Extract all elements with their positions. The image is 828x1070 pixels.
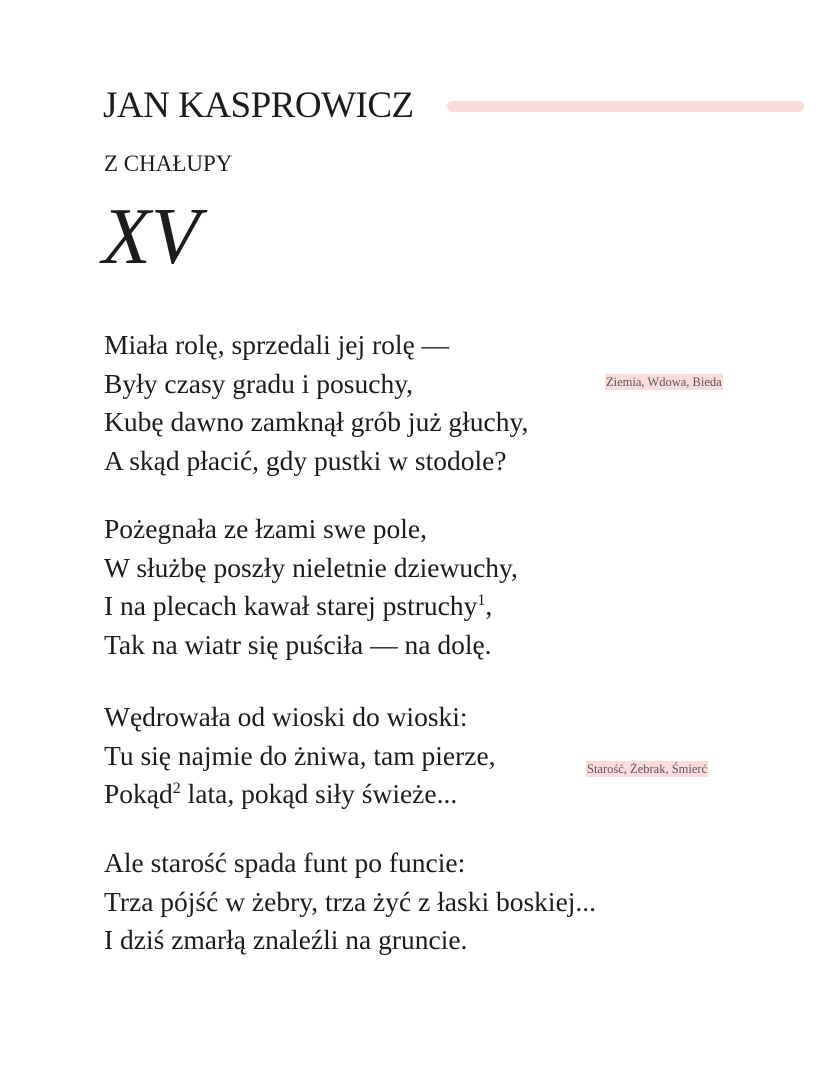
poem-line: Miała rolę, sprzedali jej rolę — (104, 329, 450, 360)
stanza-3 (104, 698, 496, 814)
poem-line: Pożegnała ze łzami swe pole, (104, 513, 427, 544)
poem-line: W służbę poszły nieletnie dziewuchy, (104, 551, 518, 583)
poem-line-text: I na plecach kawał starej pstruchy (104, 590, 478, 621)
author-name: JAN KASPROWICZ (103, 85, 414, 126)
poem-line: Ale starość spada funt po funcie: (104, 847, 466, 878)
poem-line: Były czasy gradu i posuchy, (104, 367, 414, 399)
poem-line: A skąd płacić, gdy pustki w stodole? (104, 444, 507, 476)
stanza-1 (104, 326, 528, 480)
collection-title: Z CHAŁUPY (104, 151, 233, 176)
poem-line: Kubę dawno zamknął grób już głuchy, (104, 406, 529, 437)
stanza-2 (104, 510, 518, 664)
footnote-mark-1[interactable]: 1 (477, 592, 486, 609)
poem-line (104, 587, 518, 626)
footnote-mark-2[interactable]: 2 (172, 780, 181, 797)
theme-annotation: Starość, Żebrak, Śmierć (587, 762, 708, 776)
theme-annotation: Ziemia, Wdowa, Bieda (606, 375, 722, 389)
poem-line: I dziś zmarłą znaleźli na gruncie. (104, 924, 468, 955)
stanza-4 (104, 844, 596, 960)
poem-line-punct: , (485, 590, 493, 621)
poem-line: Tu się najmie do żniwa, tam pierze, (104, 739, 496, 771)
poem-line-text: Pokąd (104, 778, 173, 809)
poem-line: Tak na wiatr się puściła — na dolę. (104, 628, 492, 660)
poem-line-text: lata, pokąd siły świeże... (187, 778, 458, 809)
accent-bar (447, 101, 804, 112)
poem-line: Wędrowała od wioski do wioski: (104, 701, 468, 732)
poem-number: XV (102, 193, 200, 281)
poem-line (104, 775, 496, 814)
poem-line: Trza pójść w żebry, trza żyć z łaski boskiej... (104, 885, 597, 917)
